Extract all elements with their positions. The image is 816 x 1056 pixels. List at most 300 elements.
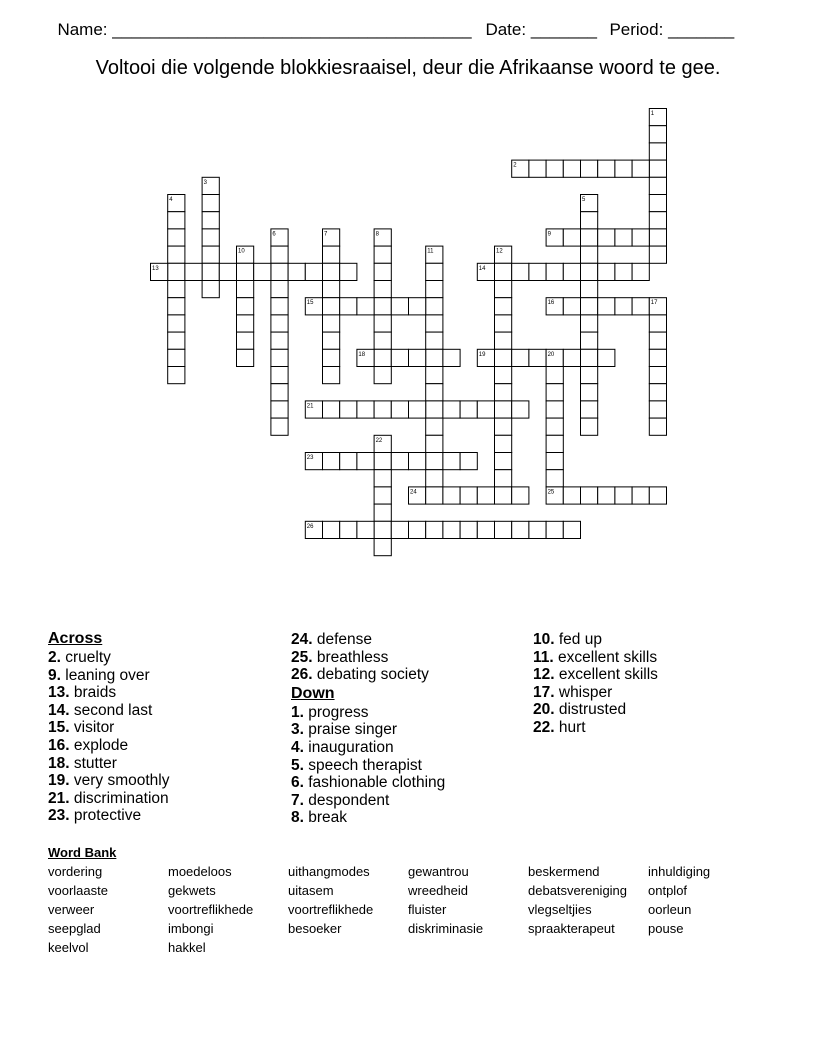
clue-number-label: 16 <box>547 300 555 307</box>
grid-cell[interactable] <box>323 332 340 349</box>
grid-cell[interactable] <box>357 401 374 418</box>
grid-cell[interactable] <box>271 418 288 435</box>
grid-cell[interactable] <box>237 332 254 349</box>
down-clue <box>291 721 445 739</box>
grid-cell[interactable] <box>615 263 632 280</box>
down-clue <box>291 757 445 775</box>
down-clue <box>533 719 658 737</box>
grid-cell[interactable] <box>649 177 666 194</box>
across-clue <box>48 719 169 737</box>
grid-cell[interactable] <box>426 487 443 504</box>
grid-cell[interactable] <box>615 160 632 177</box>
grid-cell[interactable] <box>581 315 598 332</box>
grid-cell[interactable] <box>237 298 254 315</box>
word-bank-entry: inhuldiging <box>648 864 711 879</box>
clue-text: breathless <box>312 648 389 666</box>
grid-cell[interactable] <box>581 349 598 366</box>
grid-cell[interactable] <box>477 487 494 504</box>
grid-cell[interactable] <box>581 367 598 384</box>
grid-cell[interactable] <box>271 367 288 384</box>
grid-cell[interactable] <box>563 349 580 366</box>
grid-cell[interactable] <box>374 263 391 280</box>
grid-cell[interactable] <box>426 418 443 435</box>
word-bank-entry: gewantrou <box>408 864 469 879</box>
word-bank-entry: debatsvereniging <box>528 883 628 898</box>
grid-cell[interactable] <box>495 263 512 280</box>
clue-number: 12. <box>533 666 555 684</box>
grid-cell[interactable] <box>357 521 374 538</box>
clue-text: inauguration <box>303 738 394 756</box>
grid-cell[interactable] <box>409 298 426 315</box>
grid-cell[interactable] <box>237 263 254 280</box>
grid-cell[interactable] <box>581 401 598 418</box>
clue-text: protective <box>69 807 142 825</box>
grid-cell[interactable] <box>168 281 185 298</box>
clue-text: whisper <box>554 683 613 701</box>
grid-cell[interactable] <box>649 367 666 384</box>
grid-cell[interactable] <box>323 315 340 332</box>
clue-number-label: 20 <box>547 351 555 358</box>
clue-number-label: 17 <box>650 300 658 307</box>
grid-cell[interactable] <box>649 487 666 504</box>
grid-cell[interactable] <box>443 349 460 366</box>
grid-cell[interactable] <box>495 418 512 435</box>
grid-cell[interactable] <box>426 470 443 487</box>
clue-number-label: 24 <box>410 489 417 496</box>
grid-cell[interactable] <box>374 367 391 384</box>
grid-cell[interactable] <box>202 281 219 298</box>
grid-cell[interactable] <box>460 487 477 504</box>
grid-cell[interactable] <box>426 453 443 470</box>
clue-number-label: 18 <box>358 351 366 358</box>
grid-cell[interactable] <box>649 332 666 349</box>
grid-cell[interactable] <box>598 487 615 504</box>
clue-text: break <box>303 809 348 827</box>
word-bank-entry: spraakterapeut <box>528 921 615 936</box>
down-clue <box>533 684 658 702</box>
grid-cell[interactable] <box>426 367 443 384</box>
across-clue <box>48 790 169 808</box>
grid-cell[interactable] <box>323 349 340 366</box>
clue-number-label: 8 <box>375 231 379 238</box>
grid-cell[interactable] <box>271 349 288 366</box>
clue-number: 1. <box>291 703 304 721</box>
grid-cell[interactable] <box>649 315 666 332</box>
clue-number: 20. <box>533 701 555 719</box>
grid-cell[interactable] <box>271 281 288 298</box>
grid-cell[interactable] <box>374 470 391 487</box>
grid-cell[interactable] <box>409 349 426 366</box>
grid-cell[interactable] <box>512 487 529 504</box>
clue-number-label: 4 <box>169 197 173 203</box>
grid-cell[interactable] <box>581 263 598 280</box>
clue-number-label: 13 <box>152 265 159 272</box>
grid-cell[interactable] <box>649 160 666 177</box>
grid-cell[interactable] <box>581 332 598 349</box>
grid-cell[interactable] <box>615 487 632 504</box>
grid-cell[interactable] <box>632 229 649 246</box>
grid-cell[interactable] <box>426 401 443 418</box>
grid-cell[interactable] <box>271 246 288 263</box>
grid-cell[interactable] <box>168 229 185 246</box>
across-clue <box>291 666 445 684</box>
grid-cell[interactable] <box>374 504 391 521</box>
clue-number: 5. <box>291 756 304 774</box>
grid-cell[interactable] <box>409 453 426 470</box>
grid-cell[interactable] <box>168 212 185 229</box>
grid-cell[interactable] <box>237 281 254 298</box>
clue-text: excellent skills <box>554 666 658 684</box>
grid-cell[interactable] <box>495 315 512 332</box>
grid-cell[interactable] <box>374 298 391 315</box>
word-bank-entry: uithangmodes <box>288 864 370 879</box>
grid-cell[interactable] <box>340 453 357 470</box>
grid-cell[interactable] <box>563 521 580 538</box>
name-blank[interactable]: ______________________________________ <box>112 20 472 39</box>
grid-cell[interactable] <box>512 349 529 366</box>
grid-cell[interactable] <box>495 384 512 401</box>
clue-number: 21. <box>48 789 70 807</box>
down-clue <box>291 809 445 827</box>
grid-cell[interactable] <box>271 298 288 315</box>
clue-number: 3. <box>291 721 304 739</box>
grid-cell[interactable] <box>495 332 512 349</box>
clue-number-label: 25 <box>547 489 555 496</box>
word-bank-entry: besoeker <box>288 921 342 936</box>
clue-number-label: 19 <box>478 351 486 358</box>
word-bank-entry: verweer <box>48 902 95 917</box>
grid-cell[interactable] <box>598 263 615 280</box>
grid-cell[interactable] <box>391 349 408 366</box>
grid-cell[interactable] <box>529 349 546 366</box>
clue-text: stutter <box>69 754 117 772</box>
grid-cell[interactable] <box>649 401 666 418</box>
grid-cell[interactable] <box>632 160 649 177</box>
grid-cell[interactable] <box>581 384 598 401</box>
grid-cell[interactable] <box>219 263 236 280</box>
grid-cell[interactable] <box>323 367 340 384</box>
clue-number: 22. <box>533 718 555 736</box>
clues-column-3 <box>533 631 658 737</box>
grid-cell[interactable] <box>168 298 185 315</box>
grid-cell[interactable] <box>409 401 426 418</box>
down-clue <box>533 701 658 719</box>
grid-cell[interactable] <box>581 487 598 504</box>
period-field-label: Period: _______ <box>609 20 735 39</box>
clue-number: 17. <box>533 683 555 701</box>
word-bank-entry: fluister <box>408 902 447 917</box>
grid-cell[interactable] <box>426 349 443 366</box>
grid-cell[interactable] <box>168 263 185 280</box>
grid-cell[interactable] <box>512 401 529 418</box>
grid-cell[interactable] <box>202 246 219 263</box>
grid-cell[interactable] <box>563 487 580 504</box>
clue-text: excellent skills <box>553 648 658 666</box>
across-clue <box>291 631 445 649</box>
clue-text: defense <box>312 631 373 648</box>
clue-number: 11. <box>533 648 554 666</box>
word-bank-entry: voortreflikhede <box>168 902 254 917</box>
grid-cell[interactable] <box>563 298 580 315</box>
grid-cell[interactable] <box>323 246 340 263</box>
clue-text: leaning over <box>60 666 150 684</box>
clue-number-label: 1 <box>650 111 655 117</box>
word-bank-entry: moedeloos <box>168 864 232 879</box>
clue-number-label: 6 <box>272 231 276 238</box>
grid-cell[interactable] <box>374 401 391 418</box>
clue-number-label: 11 <box>427 248 434 255</box>
clue-text: explode <box>69 736 129 754</box>
grid-cell[interactable] <box>288 263 305 280</box>
period-blank[interactable]: _______ <box>668 20 735 39</box>
word-bank-entry: diskriminasie <box>408 921 484 936</box>
grid-cell[interactable] <box>271 401 288 418</box>
grid-cell[interactable] <box>649 349 666 366</box>
grid-cell[interactable] <box>581 298 598 315</box>
clue-number: 13. <box>48 684 70 702</box>
grid-cell[interactable] <box>581 212 598 229</box>
grid-cell[interactable] <box>546 418 563 435</box>
grid-cell[interactable] <box>426 384 443 401</box>
clue-number-label: 9 <box>547 231 551 238</box>
grid-cell[interactable] <box>512 521 529 538</box>
grid-cell[interactable] <box>168 315 185 332</box>
grid-cell[interactable] <box>477 401 494 418</box>
clue-number-label: 15 <box>306 300 314 307</box>
grid-cell[interactable] <box>563 263 580 280</box>
grid-cell[interactable] <box>649 418 666 435</box>
grid-cell[interactable] <box>615 298 632 315</box>
word-bank-entry: beskermend <box>528 864 600 879</box>
clue-number: 8. <box>291 809 304 827</box>
grid-cell[interactable] <box>632 298 649 315</box>
clue-number: 9. <box>48 666 61 684</box>
grid-cell[interactable] <box>581 229 598 246</box>
grid-cell[interactable] <box>529 263 546 280</box>
word-bank-entry: vordering <box>48 864 103 879</box>
down-clue <box>533 649 658 667</box>
grid-cell[interactable] <box>581 418 598 435</box>
grid-cell[interactable] <box>374 521 391 538</box>
grid-cell[interactable] <box>649 195 666 212</box>
grid-cell[interactable] <box>581 281 598 298</box>
grid-cell[interactable] <box>546 435 563 452</box>
grid-cell[interactable] <box>202 212 219 229</box>
across-clue <box>291 649 445 667</box>
grid-cell[interactable] <box>495 453 512 470</box>
grid-cell[interactable] <box>495 521 512 538</box>
grid-cell[interactable] <box>323 401 340 418</box>
clue-number: 23. <box>48 807 70 825</box>
grid-cell[interactable] <box>443 453 460 470</box>
grid-cell[interactable] <box>477 521 494 538</box>
clue-text: very smoothly <box>69 772 170 790</box>
grid-cell[interactable] <box>563 229 580 246</box>
grid-cell[interactable] <box>202 263 219 280</box>
grid-cell[interactable] <box>323 521 340 538</box>
grid-cell[interactable] <box>495 349 512 366</box>
grid-cell[interactable] <box>340 263 357 280</box>
clue-text: debating society <box>312 666 429 684</box>
grid-cell[interactable] <box>598 298 615 315</box>
grid-cell[interactable] <box>374 453 391 470</box>
grid-cell[interactable] <box>598 160 615 177</box>
grid-cell[interactable] <box>581 160 598 177</box>
grid-cell[interactable] <box>426 263 443 280</box>
grid-cell[interactable] <box>374 246 391 263</box>
grid-cell[interactable] <box>271 263 288 280</box>
grid-cell[interactable] <box>391 298 408 315</box>
grid-cell[interactable] <box>495 281 512 298</box>
word-bank-entry: seepglad <box>48 921 101 936</box>
clue-text: fed up <box>554 631 602 648</box>
date-blank[interactable]: _______ <box>530 20 598 39</box>
grid-cell[interactable] <box>340 401 357 418</box>
grid-cell[interactable] <box>495 487 512 504</box>
clue-number: 6. <box>291 774 304 792</box>
grid-cell[interactable] <box>649 143 666 160</box>
grid-cell[interactable] <box>254 263 271 280</box>
across-clue <box>48 755 169 773</box>
grid-cell[interactable] <box>426 281 443 298</box>
down-clue <box>533 631 658 649</box>
grid-cell[interactable] <box>168 246 185 263</box>
grid-cell[interactable] <box>546 384 563 401</box>
grid-cell[interactable] <box>391 521 408 538</box>
grid-cell[interactable] <box>581 246 598 263</box>
grid-cell[interactable] <box>168 349 185 366</box>
grid-cell[interactable] <box>409 521 426 538</box>
grid-cell[interactable] <box>357 453 374 470</box>
clue-text: distrusted <box>554 701 627 719</box>
grid-cell[interactable] <box>237 349 254 366</box>
grid-cell[interactable] <box>546 263 563 280</box>
grid-cell[interactable] <box>563 160 580 177</box>
grid-cell[interactable] <box>391 453 408 470</box>
across-clue <box>48 737 169 755</box>
grid-cell[interactable] <box>374 487 391 504</box>
grid-cell[interactable] <box>426 315 443 332</box>
grid-cell[interactable] <box>632 263 649 280</box>
grid-cell[interactable] <box>271 384 288 401</box>
clue-number: 18. <box>48 754 70 772</box>
grid-cell[interactable] <box>323 298 340 315</box>
grid-cell[interactable] <box>546 401 563 418</box>
grid-cell[interactable] <box>546 521 563 538</box>
grid-cell[interactable] <box>546 367 563 384</box>
grid-cell[interactable] <box>460 401 477 418</box>
grid-cell[interactable] <box>598 229 615 246</box>
clue-number-label: 3 <box>203 179 207 186</box>
grid-cell[interactable] <box>340 298 357 315</box>
grid-cell[interactable] <box>168 332 185 349</box>
clue-text: braids <box>69 684 117 702</box>
grid-cell[interactable] <box>495 298 512 315</box>
grid-cell[interactable] <box>546 470 563 487</box>
grid-cell[interactable] <box>323 281 340 298</box>
down-clue <box>291 704 445 722</box>
grid-cell[interactable] <box>649 212 666 229</box>
grid-cell[interactable] <box>649 126 666 143</box>
grid-cell[interactable] <box>374 315 391 332</box>
grid-cell[interactable] <box>374 332 391 349</box>
grid-cell[interactable] <box>391 401 408 418</box>
grid-cell[interactable] <box>443 487 460 504</box>
grid-cell[interactable] <box>168 367 185 384</box>
grid-cell[interactable] <box>546 160 563 177</box>
grid-cell[interactable] <box>340 521 357 538</box>
grid-cell[interactable] <box>426 435 443 452</box>
clue-text: visitor <box>69 719 115 737</box>
grid-cell[interactable] <box>649 384 666 401</box>
clue-number: 15. <box>48 719 70 737</box>
word-bank-entry: uitasem <box>288 883 334 898</box>
clue-text: cruelty <box>60 649 111 666</box>
grid-cell[interactable] <box>460 521 477 538</box>
grid-cell[interactable] <box>374 349 391 366</box>
grid-cell[interactable] <box>271 332 288 349</box>
grid-cell[interactable] <box>426 298 443 315</box>
clue-number-label: 7 <box>324 231 328 238</box>
grid-cell[interactable] <box>426 521 443 538</box>
grid-cell[interactable] <box>632 487 649 504</box>
grid-cell[interactable] <box>357 298 374 315</box>
grid-cell[interactable] <box>185 263 202 280</box>
grid-cell[interactable] <box>529 521 546 538</box>
word-bank-entry: ontplof <box>648 883 688 898</box>
grid-cell[interactable] <box>460 453 477 470</box>
clue-text: praise singer <box>303 721 397 739</box>
grid-cell[interactable] <box>495 435 512 452</box>
clue-text: despondent <box>303 791 390 809</box>
grid-cell[interactable] <box>546 453 563 470</box>
grid-cell[interactable] <box>271 315 288 332</box>
grid-cell[interactable] <box>615 229 632 246</box>
name-field-label: Name: ______________________________________ <box>57 20 472 39</box>
across-clue <box>48 649 169 667</box>
grid-cell[interactable] <box>649 246 666 263</box>
clue-number-label: 22 <box>375 437 383 444</box>
grid-cell[interactable] <box>374 539 391 556</box>
down-heading: Down <box>291 684 335 702</box>
grid-cell[interactable] <box>323 453 340 470</box>
clue-text: second last <box>69 701 153 719</box>
grid-cell[interactable] <box>202 195 219 212</box>
word-bank-entry: gekwets <box>168 883 216 898</box>
clue-number: 24. <box>291 631 313 648</box>
word-bank-title: Word Bank <box>48 845 117 860</box>
grid-cell[interactable] <box>443 401 460 418</box>
down-clue <box>533 666 658 684</box>
grid-cell[interactable] <box>529 160 546 177</box>
grid-cell[interactable] <box>495 470 512 487</box>
grid-cell[interactable] <box>323 263 340 280</box>
grid-cell[interactable] <box>374 281 391 298</box>
grid-cell[interactable] <box>426 332 443 349</box>
clue-number-label: 10 <box>238 248 245 255</box>
grid-cell[interactable] <box>649 229 666 246</box>
grid-cell[interactable] <box>512 263 529 280</box>
grid-cell[interactable] <box>495 401 512 418</box>
grid-cell[interactable] <box>598 349 615 366</box>
grid-cell[interactable] <box>305 263 322 280</box>
grid-cell[interactable] <box>443 521 460 538</box>
clue-number: 10. <box>533 631 555 648</box>
clue-number: 2. <box>48 649 61 666</box>
grid-cell[interactable] <box>202 229 219 246</box>
grid-cell[interactable] <box>237 315 254 332</box>
grid-cell[interactable] <box>495 367 512 384</box>
